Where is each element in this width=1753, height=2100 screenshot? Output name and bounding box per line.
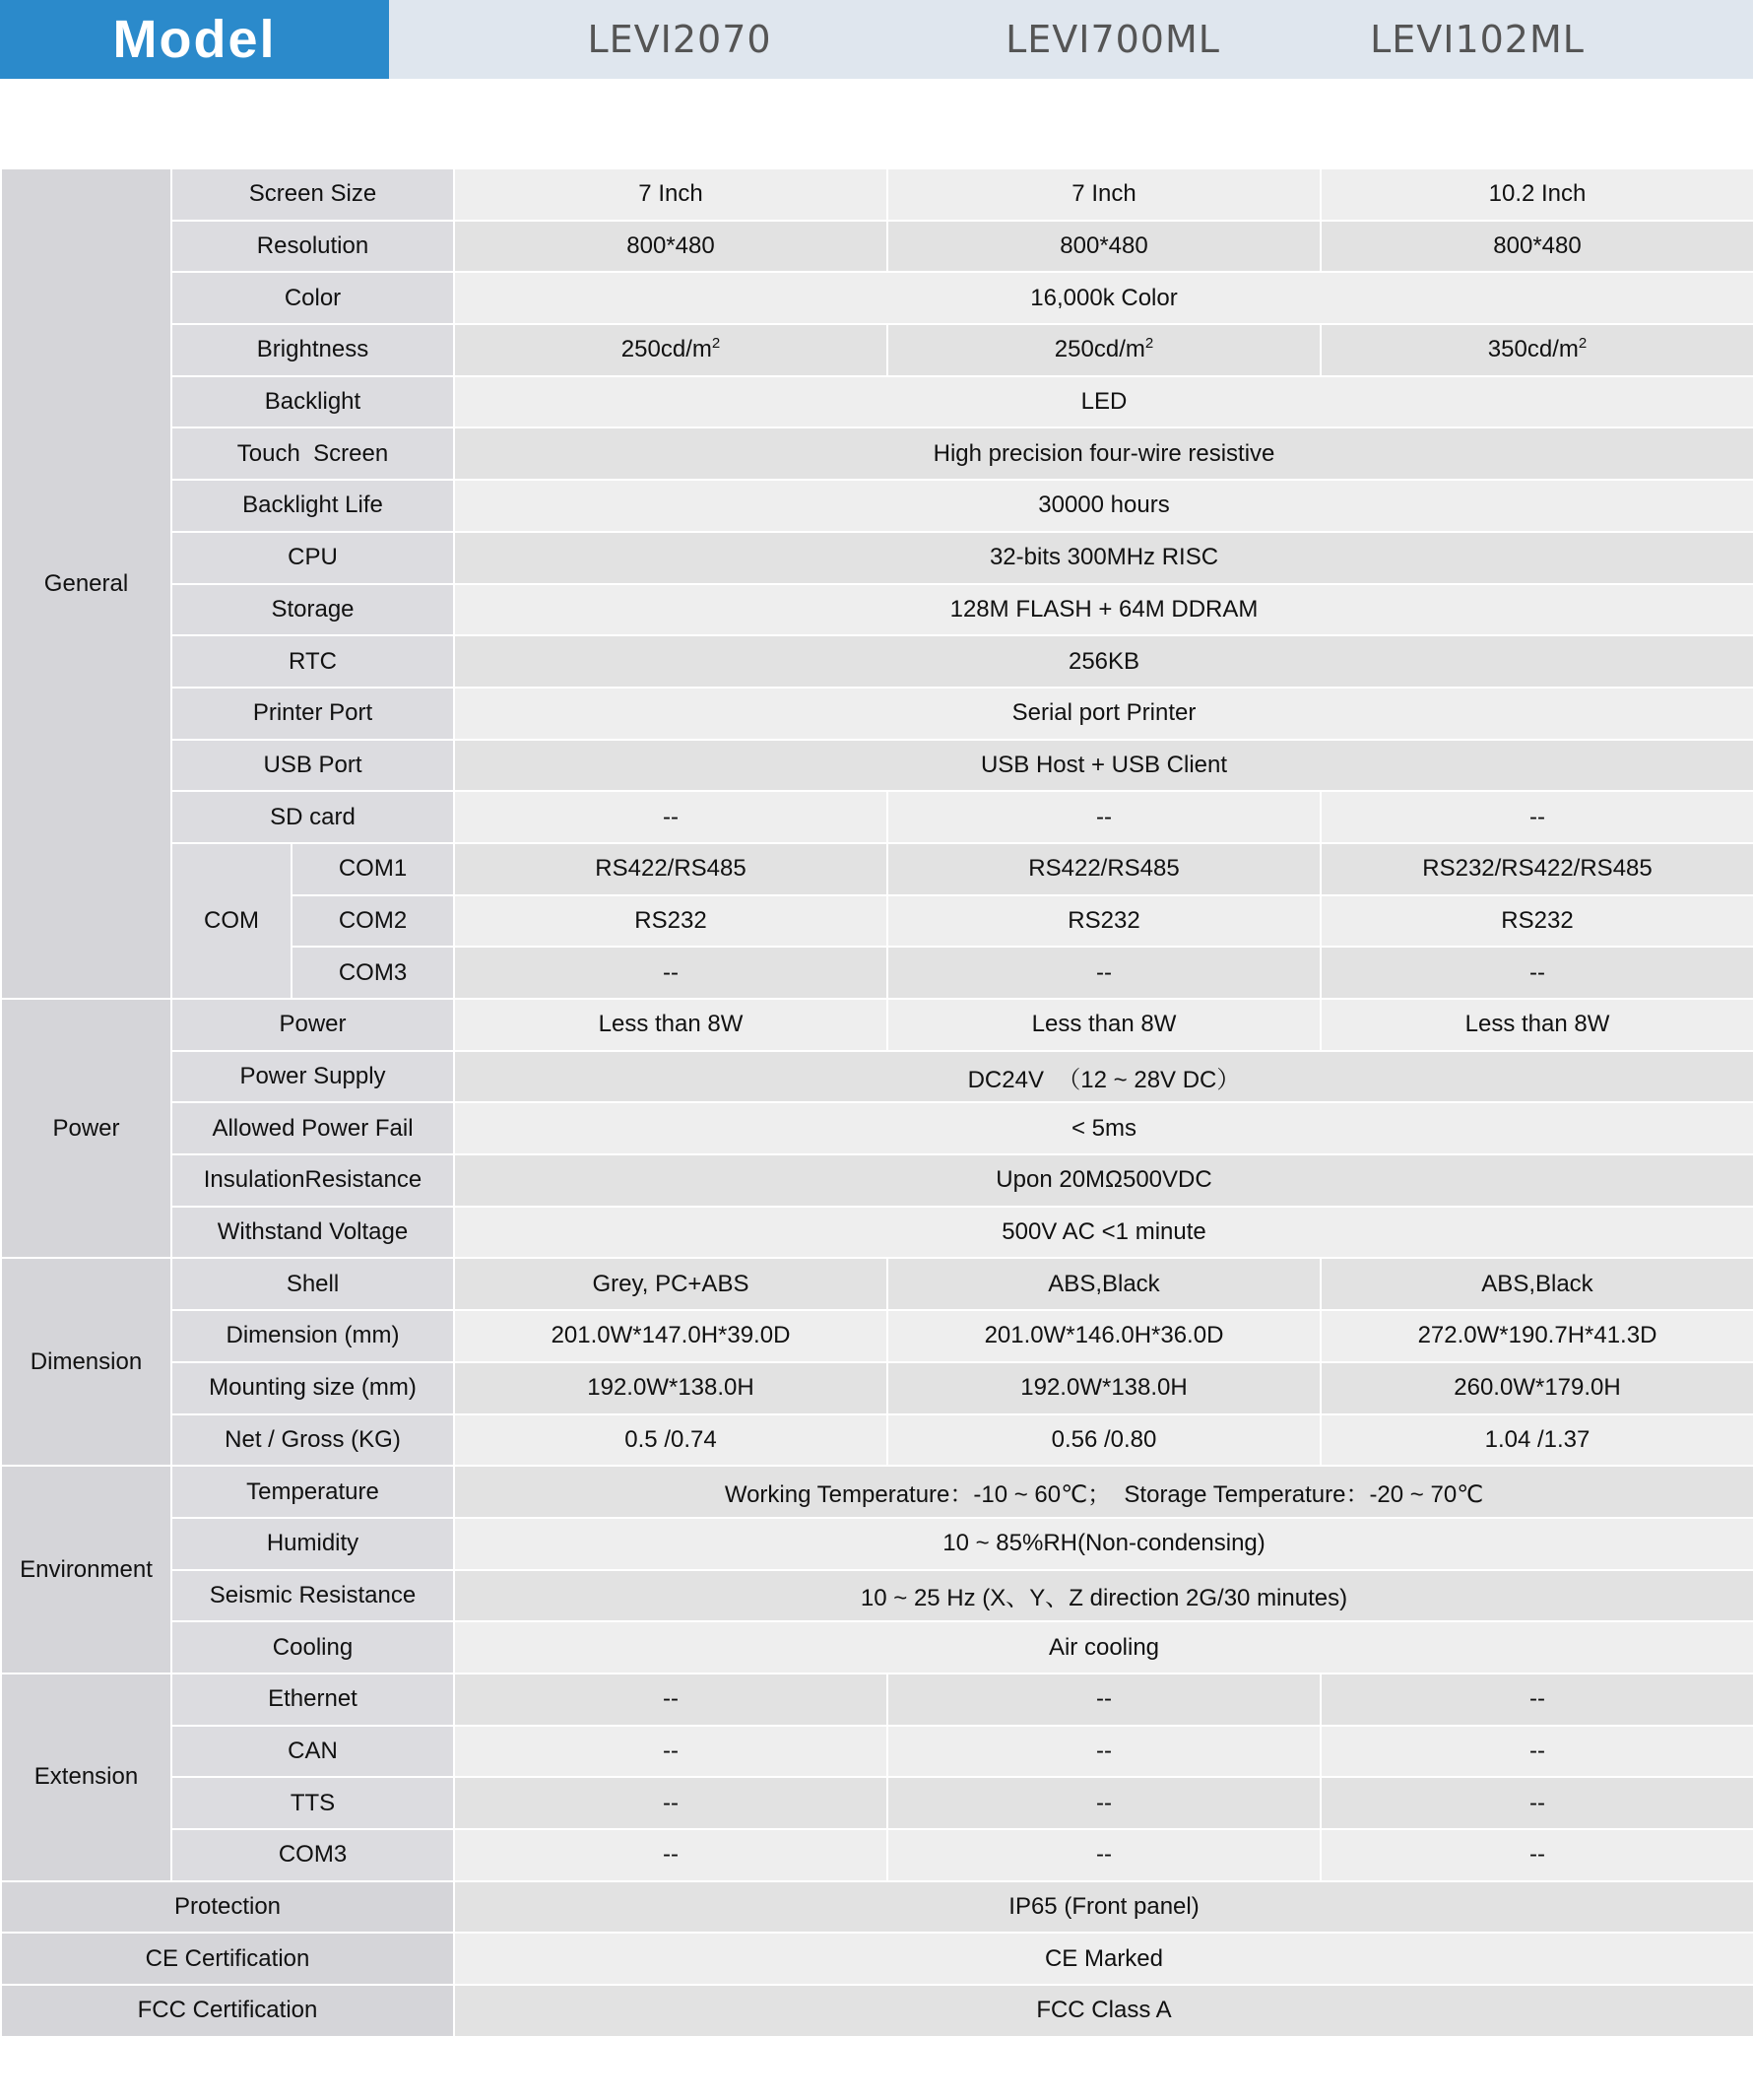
value-backlight: LED: [454, 376, 1753, 428]
row-touch-screen: [1, 427, 1753, 480]
value-dimension-1: 201.0W*147.0H*39.0D: [454, 1310, 887, 1362]
value-dimension-3: 272.0W*190.7H*41.3D: [1321, 1310, 1753, 1362]
value-shell-3: ABS,Black: [1321, 1258, 1753, 1310]
value-cooling: Air cooling: [454, 1621, 1753, 1673]
value-backlight-life: 30000 hours: [454, 480, 1753, 532]
value-tts-2: --: [887, 1777, 1321, 1829]
value-touch-screen: High precision four-wire resistive: [454, 427, 1753, 480]
label-power-supply: Power Supply: [171, 1051, 454, 1103]
label-seismic: Seismic Resistance: [171, 1570, 454, 1622]
row-fcc: [1, 1985, 1753, 2037]
value-tts-3: --: [1321, 1777, 1753, 1829]
model-header-label: Model: [0, 0, 389, 79]
row-allowed-power-fail: [1, 1102, 1753, 1154]
value-sd-card-1: --: [454, 791, 887, 843]
value-brightness-2: $250cd/m^2$: [887, 324, 1321, 376]
value-color: 16,000k Color: [454, 272, 1753, 324]
label-backlight-life: Backlight Life: [171, 480, 454, 532]
label-screen-size: Screen Size: [171, 168, 454, 221]
label-color: Color: [171, 272, 454, 324]
label-storage: Storage: [171, 584, 454, 636]
value-fcc: FCC Class A: [454, 1985, 1753, 2037]
row-sd-card: [1, 791, 1753, 843]
row-ext-com3: [1, 1829, 1753, 1881]
label-withstand: Withstand Voltage: [171, 1207, 454, 1259]
value-can-1: --: [454, 1726, 887, 1778]
label-com1: COM1: [292, 843, 454, 895]
spec-table: [0, 167, 1753, 2038]
value-allowed-power-fail: < 5ms: [454, 1102, 1753, 1154]
value-com1-3: RS232/RS422/RS485: [1321, 843, 1753, 895]
value-ethernet-3: --: [1321, 1673, 1753, 1726]
value-ext-com3-1: --: [454, 1829, 887, 1881]
label-ce: CE Certification: [1, 1933, 454, 1985]
group-com: COM: [171, 843, 292, 999]
label-protection: Protection: [1, 1881, 454, 1934]
label-fcc: FCC Certification: [1, 1985, 454, 2037]
value-ethernet-1: --: [454, 1673, 887, 1726]
label-tts: TTS: [171, 1777, 454, 1829]
value-can-3: --: [1321, 1726, 1753, 1778]
value-screen-size-2: 7 Inch: [887, 168, 1321, 221]
label-touch-screen: Touch Screen: [171, 427, 454, 480]
value-sd-card-2: --: [887, 791, 1321, 843]
row-can: [1, 1726, 1753, 1778]
value-storage: 128M FLASH + 64M DDRAM: [454, 584, 1753, 636]
value-net-gross-1: 0.5 /0.74: [454, 1414, 887, 1467]
label-can: CAN: [171, 1726, 454, 1778]
row-dimension: [1, 1310, 1753, 1362]
row-withstand: [1, 1207, 1753, 1259]
label-dimension: Dimension (mm): [171, 1310, 454, 1362]
value-com3-1: --: [454, 947, 887, 999]
value-resolution-3: 800*480: [1321, 221, 1753, 273]
label-sd-card: SD card: [171, 791, 454, 843]
row-backlight: [1, 376, 1753, 428]
group-extension: Extension: [1, 1673, 171, 1881]
label-power: Power: [171, 999, 454, 1051]
value-com1-2: RS422/RS485: [887, 843, 1321, 895]
row-com1: [1, 843, 1753, 895]
label-mounting: Mounting size (mm): [171, 1362, 454, 1414]
label-humidity: Humidity: [171, 1518, 454, 1570]
label-ethernet: Ethernet: [171, 1673, 454, 1726]
value-ext-com3-3: --: [1321, 1829, 1753, 1881]
label-cpu: CPU: [171, 532, 454, 584]
label-resolution: Resolution: [171, 221, 454, 273]
value-mounting-3: 260.0W*179.0H: [1321, 1362, 1753, 1414]
row-cpu: [1, 532, 1753, 584]
value-temperature: Working Temperature：-10 ~ 60℃； Storage Temperature：-20 ~ 70℃: [454, 1466, 1753, 1518]
value-shell-2: ABS,Black: [887, 1258, 1321, 1310]
label-rtc: RTC: [171, 635, 454, 688]
value-printer-port: Serial port Printer: [454, 688, 1753, 740]
value-com2-3: RS232: [1321, 895, 1753, 948]
row-power-supply: [1, 1051, 1753, 1103]
value-withstand: 500V AC <1 minute: [454, 1207, 1753, 1259]
value-net-gross-3: 1.04 /1.37: [1321, 1414, 1753, 1467]
label-temperature: Temperature: [171, 1466, 454, 1518]
row-printer-port: [1, 688, 1753, 740]
value-cpu: 32-bits 300MHz RISC: [454, 532, 1753, 584]
row-rtc: [1, 635, 1753, 688]
value-power-3: Less than 8W: [1321, 999, 1753, 1051]
label-com3: COM3: [292, 947, 454, 999]
value-net-gross-2: 0.56 /0.80: [887, 1414, 1321, 1467]
group-environment: Environment: [1, 1466, 171, 1673]
group-dimension: Dimension: [1, 1258, 171, 1466]
value-power-supply: DC24V （12 ~ 28V DC）: [454, 1051, 1753, 1103]
row-ethernet: [1, 1673, 1753, 1726]
row-cooling: [1, 1621, 1753, 1673]
row-temperature: [1, 1466, 1753, 1518]
value-sd-card-3: --: [1321, 791, 1753, 843]
value-insulation: Upon 20MΩ500VDC: [454, 1154, 1753, 1207]
model-header: [0, 0, 1753, 79]
row-net-gross: [1, 1414, 1753, 1467]
model-name-levi2070: LEVI2070: [587, 18, 772, 61]
value-humidity: 10 ~ 85%RH(Non-condensing): [454, 1518, 1753, 1570]
label-allowed-power-fail: Allowed Power Fail: [171, 1102, 454, 1154]
value-com3-2: --: [887, 947, 1321, 999]
row-tts: [1, 1777, 1753, 1829]
row-humidity: [1, 1518, 1753, 1570]
label-shell: Shell: [171, 1258, 454, 1310]
row-resolution: [1, 221, 1753, 273]
value-shell-1: Grey, PC+ABS: [454, 1258, 887, 1310]
row-screen-size: [1, 168, 1753, 221]
label-cooling: Cooling: [171, 1621, 454, 1673]
value-com2-2: RS232: [887, 895, 1321, 948]
value-dimension-2: 201.0W*146.0H*36.0D: [887, 1310, 1321, 1362]
row-usb-port: [1, 740, 1753, 792]
row-shell: [1, 1258, 1753, 1310]
group-general: General: [1, 168, 171, 999]
label-ext-com3: COM3: [171, 1829, 454, 1881]
model-name-levi102ml: LEVI102ML: [1370, 18, 1585, 61]
value-com3-3: --: [1321, 947, 1753, 999]
row-storage: [1, 584, 1753, 636]
label-com2: COM2: [292, 895, 454, 948]
value-ce: CE Marked: [454, 1933, 1753, 1985]
value-com1-1: RS422/RS485: [454, 843, 887, 895]
value-power-2: Less than 8W: [887, 999, 1321, 1051]
value-screen-size-1: 7 Inch: [454, 168, 887, 221]
value-mounting-1: 192.0W*138.0H: [454, 1362, 887, 1414]
value-protection: IP65 (Front panel): [454, 1881, 1753, 1934]
row-power: [1, 999, 1753, 1051]
value-ext-com3-2: --: [887, 1829, 1321, 1881]
value-brightness-3: $350cd/m^2$: [1321, 324, 1753, 376]
value-can-2: --: [887, 1726, 1321, 1778]
label-printer-port: Printer Port: [171, 688, 454, 740]
value-resolution-1: 800*480: [454, 221, 887, 273]
value-brightness-1: $250cd/m^2$: [454, 324, 887, 376]
label-backlight: Backlight: [171, 376, 454, 428]
row-ce: [1, 1933, 1753, 1985]
value-seismic: 10 ~ 25 Hz (X、Y、Z direction 2G/30 minutes): [454, 1570, 1753, 1622]
model-name-levi700ml: LEVI700ML: [1006, 18, 1220, 61]
label-usb-port: USB Port: [171, 740, 454, 792]
row-protection: [1, 1881, 1753, 1934]
value-mounting-2: 192.0W*138.0H: [887, 1362, 1321, 1414]
label-insulation: InsulationResistance: [171, 1154, 454, 1207]
row-backlight-life: [1, 480, 1753, 532]
row-brightness: [1, 324, 1753, 376]
row-mounting: [1, 1362, 1753, 1414]
value-usb-port: USB Host + USB Client: [454, 740, 1753, 792]
row-color: [1, 272, 1753, 324]
value-rtc: 256KB: [454, 635, 1753, 688]
row-seismic: [1, 1570, 1753, 1622]
value-com2-1: RS232: [454, 895, 887, 948]
value-resolution-2: 800*480: [887, 221, 1321, 273]
label-brightness: Brightness: [171, 324, 454, 376]
value-ethernet-2: --: [887, 1673, 1321, 1726]
value-screen-size-3: 10.2 Inch: [1321, 168, 1753, 221]
row-insulation: [1, 1154, 1753, 1207]
value-tts-1: --: [454, 1777, 887, 1829]
label-net-gross: Net / Gross (KG): [171, 1414, 454, 1467]
value-power-1: Less than 8W: [454, 999, 887, 1051]
group-power: Power: [1, 999, 171, 1258]
